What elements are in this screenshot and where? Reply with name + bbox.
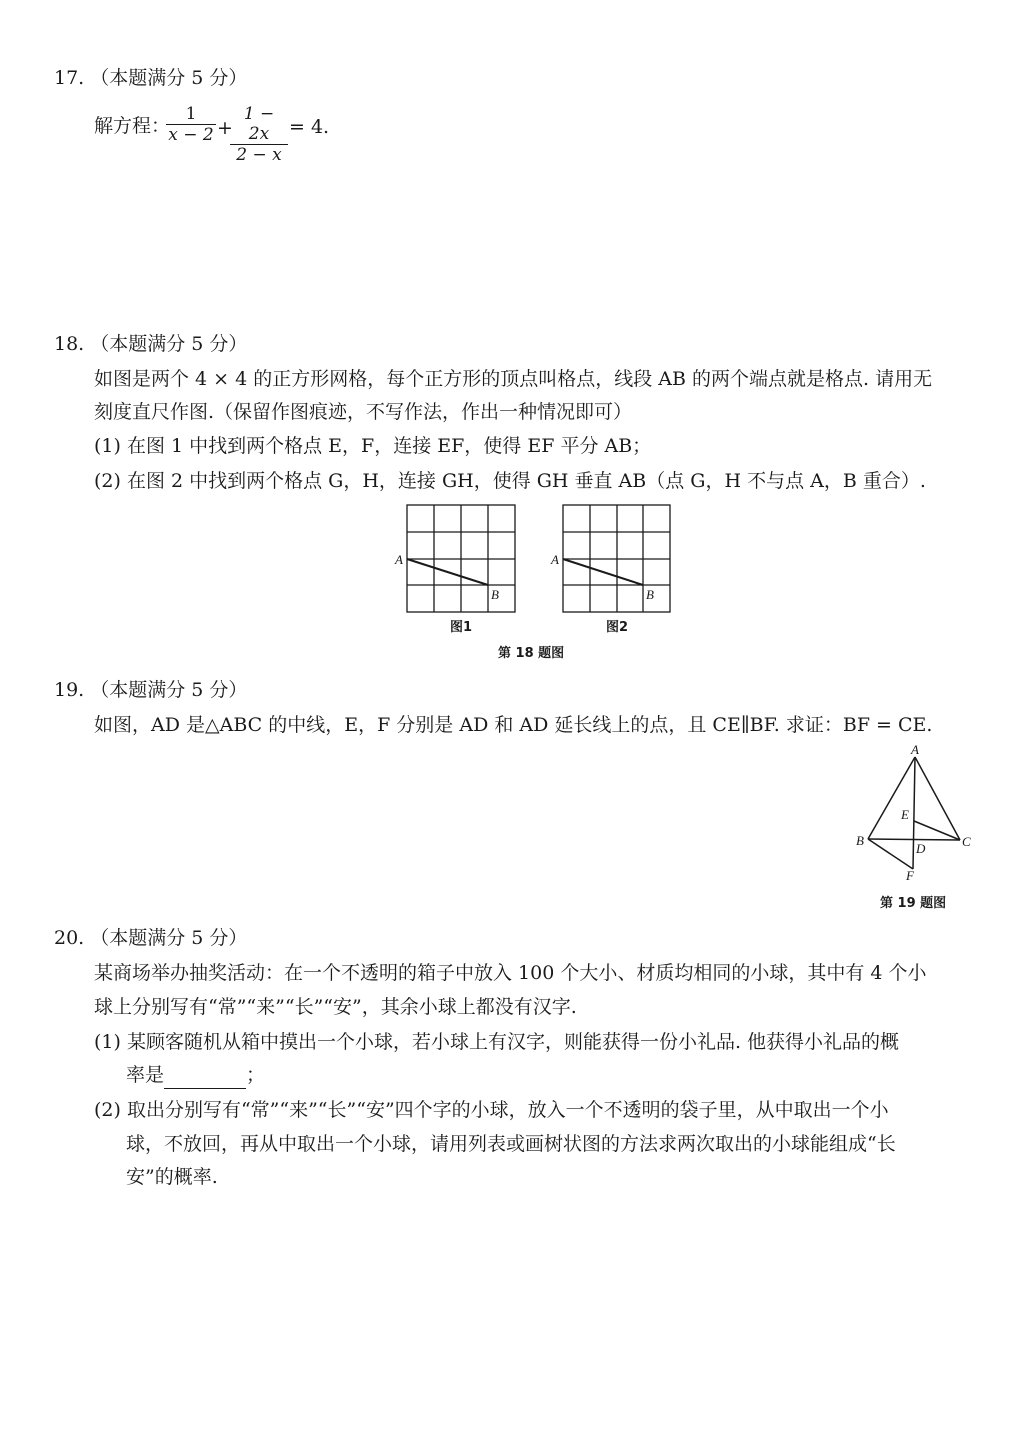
q17-fraction-1	[166, 104, 216, 145]
q18-line-2: 刻度直尺作图.（保留作图痕迹，不写作法，作出一种情况即可）	[94, 401, 633, 423]
point-b-label: B	[491, 587, 499, 602]
q19-header: 19. （本题满分 5 分）	[54, 679, 248, 701]
triangle-lines	[868, 757, 960, 869]
q20-header: 20. （本题满分 5 分）	[54, 927, 248, 949]
q20-part-2-line-2: 球，不放回，再从中取出一个小球，请用列表或画树状图的方法求两次取出的小球能组成“长	[126, 1133, 896, 1155]
q17-frac1-numerator: 1	[166, 104, 216, 125]
q18-grid-figure-2	[551, 500, 681, 615]
q18-figure-caption: 第 18 题图	[498, 646, 565, 661]
q20-line-1: 某商场举办抽奖活动：在一个不透明的箱子中放入 100 个大小、材质均相同的小球，其中有 4 个小	[94, 962, 927, 984]
point-f-label: F	[906, 868, 914, 883]
answer-blank	[164, 1068, 246, 1089]
q17-rhs: = 4.	[289, 116, 330, 138]
q18-line-1: 如图是两个 4 × 4 的正方形网格，每个正方形的顶点叫格点，线段 AB 的两个端点就是格点. 请用无	[94, 368, 933, 390]
vertex-c-label: C	[962, 834, 971, 849]
q20-part-2-line-3: 安”的概率.	[126, 1166, 218, 1188]
q19-figure-caption: 第 19 题图	[880, 896, 947, 911]
point-b-label: B	[646, 587, 654, 602]
q17-frac2-numerator: 1 − 2x	[230, 104, 288, 145]
q17-frac1-denominator: x − 2	[168, 125, 214, 145]
q18-fig1-caption: 图1	[450, 620, 473, 635]
segment-ab	[563, 559, 643, 585]
q20-part-1-text: 率是	[126, 1064, 165, 1086]
q17-fraction-2	[230, 104, 288, 165]
segment-ab	[407, 559, 488, 585]
point-a-label: A	[551, 552, 559, 567]
q18-header: 18. （本题满分 5 分）	[54, 333, 248, 355]
q20-part-2-line-1: (2) 取出分别写有“常”“来”“长”“安”四个字的小球，放入一个不透明的袋子里，从中取出一个小	[94, 1099, 889, 1121]
point-e-label: E	[901, 807, 909, 822]
q18-grid-figure-1	[395, 500, 525, 615]
q19-text: 如图，AD 是△ABC 的中线，E，F 分别是 AD 和 AD 延长线上的点，且 CE∥BF. 求证：BF = CE.	[94, 714, 933, 736]
vertex-a-label: A	[911, 742, 919, 757]
q20-part-1-end: ；	[246, 1064, 266, 1086]
vertex-b-label: B	[856, 833, 864, 848]
q19-triangle-figure	[850, 742, 980, 885]
q17-prefix: 解方程：	[94, 115, 171, 137]
q20-part-1-line-2	[126, 1061, 265, 1089]
point-a-label: A	[395, 552, 403, 567]
q20-part-1-line-1: (1) 某顾客随机从箱中摸出一个小球，若小球上有汉字，则能获得一份小礼品. 他获得小礼品的概	[94, 1031, 900, 1053]
q18-part-2: (2) 在图 2 中找到两个格点 G，H，连接 GH，使得 GH 垂直 AB（点 G，H 不与点 A，B 重合）.	[94, 470, 926, 492]
point-d-label: D	[916, 841, 926, 856]
q18-part-1: (1) 在图 1 中找到两个格点 E，F，连接 EF，使得 EF 平分 AB；	[94, 435, 652, 457]
q20-line-2: 球上分别写有“常”“来”“长”“安”，其余小球上都没有汉字.	[94, 996, 577, 1018]
q17-frac2-denominator: 2 − x	[236, 145, 282, 165]
q18-fig2-caption: 图2	[606, 620, 629, 635]
q17-plus: +	[217, 117, 233, 139]
q17-header: 17. （本题满分 5 分）	[54, 67, 248, 89]
